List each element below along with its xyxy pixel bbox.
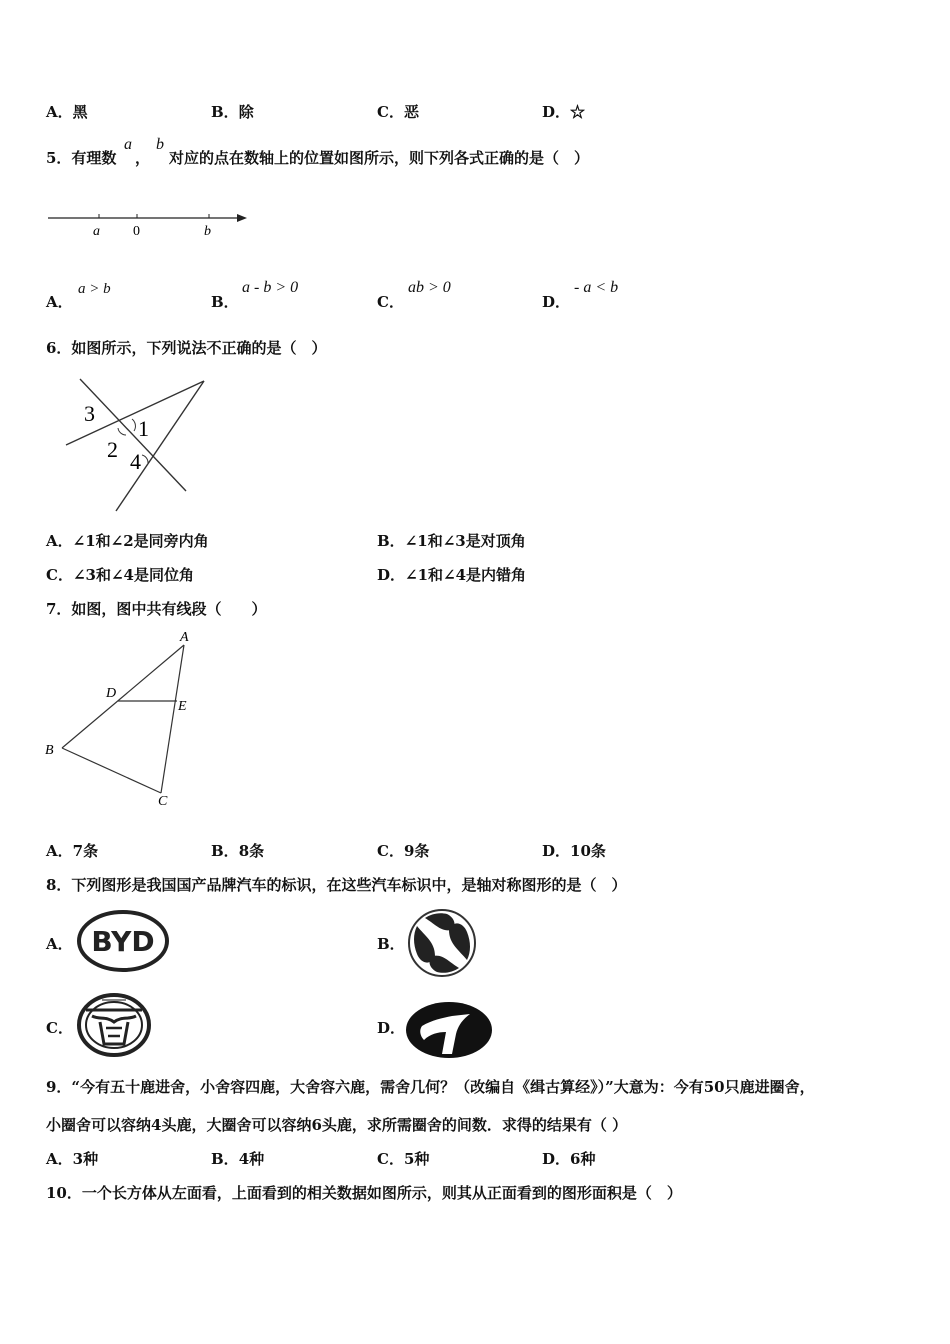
q5-option-b-expr: a - b > 0	[242, 279, 299, 296]
q7-option-d: D．10条	[542, 842, 606, 860]
point-label-c: C	[158, 794, 168, 809]
q7-option-c: C．9条	[377, 842, 430, 860]
q5-option-b-letter: B．	[211, 293, 239, 311]
q8-option-d-letter: D．	[377, 1019, 406, 1037]
q9-option-a: A．3种	[46, 1150, 99, 1168]
q6-stem: 6．如图所示，下列说法不正确的是（ ）	[46, 339, 327, 357]
axis-label-zero: 0	[133, 224, 140, 239]
q9-stem-line1: 9．“今有五十鹿进舍，小舍容四鹿，大舍容六鹿，需舍几何？（改编自《缉古算经》）”大意为：今有50只鹿进圈舍，	[46, 1078, 815, 1096]
point-label-d: D	[106, 686, 117, 701]
q10-stem: 10．一个长方体从左面看，上面看到的相关数据如图所示，则其从正面看到的图形面积是（ ）	[46, 1184, 682, 1202]
q5-var-b: b	[156, 136, 164, 153]
q6-option-a: A．∠1和∠2是同旁内角	[46, 532, 209, 550]
point-label-e: E	[178, 699, 187, 714]
angle-label-4: 4	[130, 449, 141, 474]
q8-stem: 8．下列图形是我国国产品牌汽车的标识，在这些汽车标识中，是轴对称图形的是（ ）	[46, 876, 627, 894]
q6-option-b: B．∠1和∠3是对顶角	[377, 532, 526, 550]
q4-option-a: A．黑	[46, 103, 88, 121]
q7-option-a: A．7条	[46, 842, 99, 860]
intersecting-lines-figure	[60, 373, 210, 515]
q5-var-a: a	[124, 136, 132, 153]
q9-stem-line2: 小圈舍可以容纳4头鹿，大圈舍可以容纳6头鹿，求所需圈舍的间数．求得的结果有（ ）	[46, 1116, 628, 1134]
q5-option-c-expr: ab > 0	[408, 279, 451, 296]
angle-label-3: 3	[84, 401, 95, 426]
q8-option-c-letter: C．	[46, 1019, 73, 1037]
q4-option-d: D．☆	[542, 103, 586, 121]
byd-logo-text: BYD	[91, 925, 155, 958]
hafei-logo-icon	[404, 1000, 494, 1060]
axis-label-a: a	[93, 224, 100, 239]
q5-option-a-letter: A．	[46, 293, 73, 311]
brilliance-logo-icon	[76, 992, 152, 1058]
number-line-figure	[44, 205, 254, 241]
angle-label-2: 2	[107, 437, 118, 462]
point-label-a: A	[180, 630, 189, 645]
q6-option-c: C．∠3和∠4是同位角	[46, 566, 194, 584]
q9-option-d: D．6种	[542, 1150, 596, 1168]
q7-stem: 7．如图，图中共有线段（ ）	[46, 600, 267, 618]
q7-option-b: B．8条	[211, 842, 265, 860]
point-label-b: B	[45, 743, 54, 758]
q5-option-d-letter: D．	[542, 293, 571, 311]
q5-option-c-letter: C．	[377, 293, 404, 311]
q4-option-b: B．除	[211, 103, 254, 121]
q5-stem-suffix: 对应的点在数轴上的位置如图所示，则下列各式正确的是（ ）	[169, 149, 590, 167]
q8-option-b-letter: B．	[377, 935, 405, 953]
byd-logo-icon	[76, 910, 172, 974]
q5-stem-prefix: 5．有理数	[46, 149, 117, 167]
axis-label-b: b	[204, 224, 211, 239]
q9-option-b: B．4种	[211, 1150, 265, 1168]
q8-option-a-letter: A．	[46, 935, 73, 953]
q5-option-d-expr: - a < b	[574, 279, 619, 296]
q5-comma: ，	[135, 149, 151, 167]
triangle-figure	[40, 625, 200, 810]
q5-option-a-expr: a > b	[78, 281, 111, 297]
angle-label-1: 1	[138, 416, 149, 441]
q6-option-d: D．∠1和∠4是内错角	[377, 566, 527, 584]
q9-option-c: C．5种	[377, 1150, 430, 1168]
dongfeng-logo-icon	[405, 906, 479, 980]
q4-option-c: C．恶	[377, 103, 419, 121]
